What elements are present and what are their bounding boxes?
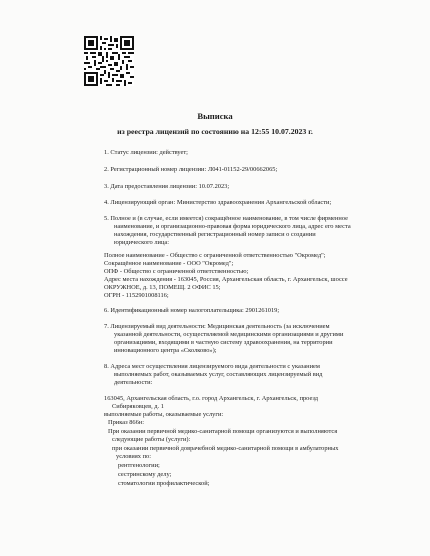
org-legal-form: ОПФ - Общество с ограниченной ответственностью; (104, 268, 249, 275)
activity-line: инновационного центра «Сколково»); (114, 347, 217, 354)
entity-heading-line: нахождения, государственный регистрационный номер записи о создании (114, 231, 316, 238)
primary-care: при оказании первичной доврачебной медико-санитарной помощи в амбулаторных (112, 445, 339, 452)
works-intro-cont: следующие работы (услуги): (112, 436, 191, 443)
document-subtitle: из реестра лицензий по состоянию на 12:55 10.07.2023 г. (117, 127, 313, 136)
addresses-heading: выполняемых работ, оказываемых услуг, составляющих лицензируемый вид (114, 371, 323, 378)
entity-heading-line: наименование, и организационно-правовая форма юридического лица, адрес его места (114, 223, 351, 230)
org-full-name: Полное наименование - Общество с ограниченной ответственностью "Окромед"; (104, 252, 326, 259)
works-heading: выполняемые работы, оказываемые услуги: (104, 411, 224, 418)
order-ref: Приказ 866н: (108, 419, 144, 426)
site-address: 163045, Архангельская область, г.о. город Архангельск, г. Архангельск, проезд (104, 395, 319, 402)
qr-code (84, 36, 134, 86)
addresses-heading: деятельности: (114, 379, 153, 386)
document-title: Выписка (197, 111, 233, 121)
activity-line: указанной деятельности, осуществляемой медицинскими организациями и другими (114, 331, 344, 338)
service-item: стоматологии профилактической; (118, 480, 210, 487)
activity-line: организациями, входящими в частную систему здравоохранения, на территории (114, 339, 333, 346)
license-number: 2. Регистрационный номер лицензии: Л041-01152-29/00662065; (104, 166, 278, 173)
licensing-authority: 4. Лицензирующий орган: Министерство здравоохранения Архангельской области; (104, 199, 332, 206)
org-address: Адрес места нахождения - 163045, Россия, Архангельская область, г. Архангельск, шоссе (104, 276, 348, 283)
service-item: сестринскому делу; (118, 471, 172, 478)
org-short-name: Сокращённое наименование - ООО "Окромед"; (104, 260, 234, 267)
addresses-heading: 8. Адреса мест осуществления лицензируемого вида деятельности с указанием (104, 363, 320, 370)
site-address-cont: Сибирякoвцев, д. 1 (112, 403, 164, 410)
entity-heading-line: юридического лица: (114, 239, 169, 246)
entity-heading-line: 5. Полное и (в случае, если имеется) сокращённое наименование, в том числе фирменное (104, 215, 348, 222)
taxpayer-id: 6. Идентификационный номер налогоплательщика: 2901261019; (104, 307, 280, 314)
license-date: 3. Дата предоставления лицензии: 10.07.2023; (104, 183, 230, 190)
activity-line: 7. Лицензируемый вид деятельности: Медицинская деятельность (за исключением (104, 323, 330, 330)
org-ogrn: ОГРН - 1152901008116; (104, 292, 169, 299)
works-intro: При оказании первичной медико-санитарной помощи организуются и выполняются (108, 428, 338, 435)
primary-care-cont: условиях по: (116, 453, 151, 460)
service-item: рентгенологии; (118, 462, 160, 469)
org-address-cont: ОКРУЖНОЕ, д. 13, ПОМЕЩ. 2 ОФИС 15; (104, 284, 221, 291)
license-status: 1. Статус лицензии: действует; (104, 149, 188, 156)
